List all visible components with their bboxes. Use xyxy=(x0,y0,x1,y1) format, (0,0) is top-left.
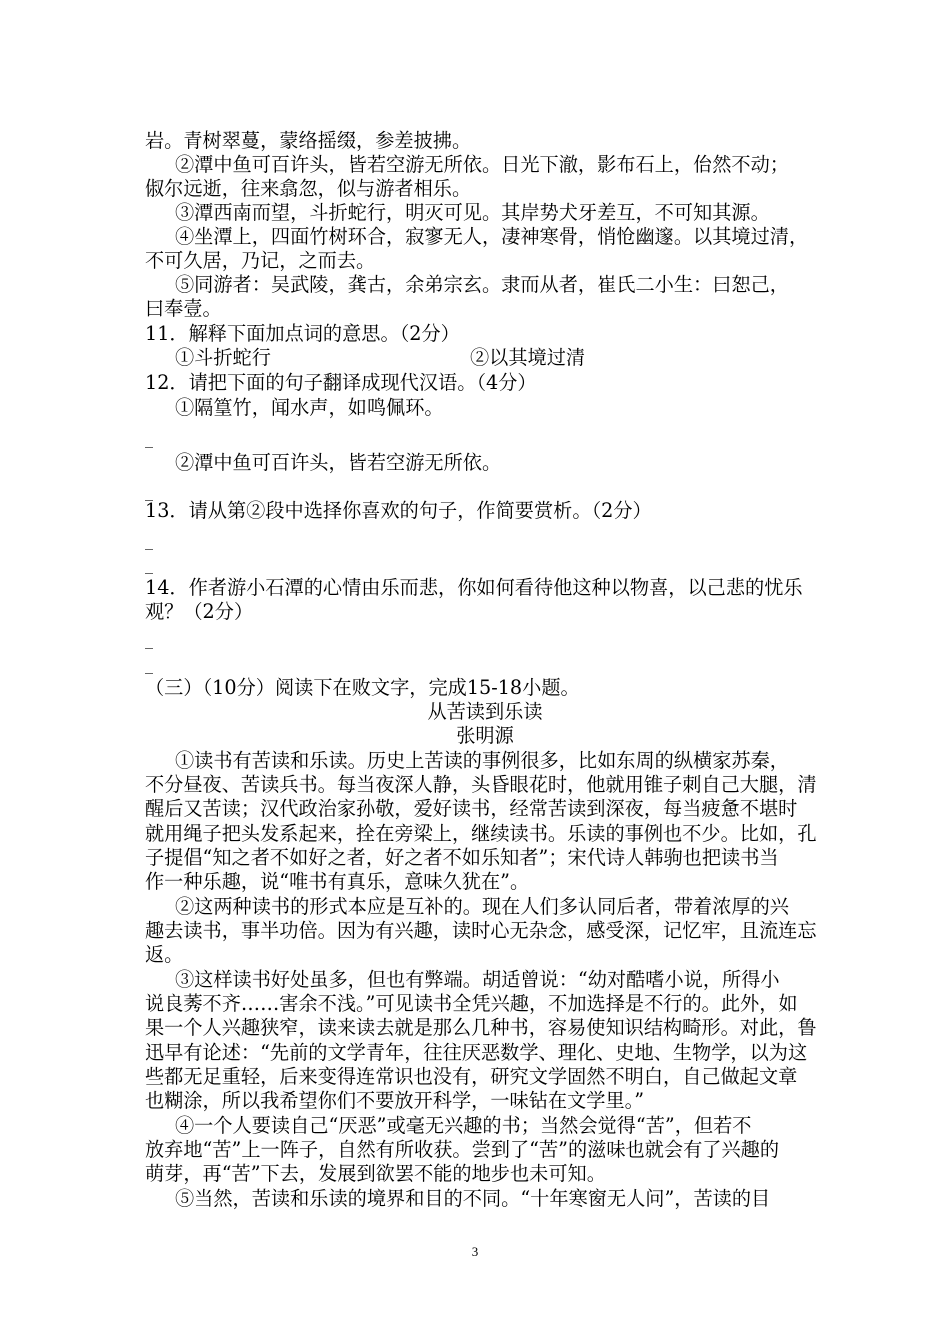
answer-blank[interactable]: _ xyxy=(145,429,153,448)
text-line: ②这两种读书的形式本应是互补的。现在人们多认同后者，带着浓厚的兴 xyxy=(175,895,789,918)
text-line: ⑤当然，苦读和乐读的境界和目的不同。“十年寒窗无人问”，苦读的目 xyxy=(175,1187,771,1210)
text-line: ③这样读书好处虽多，但也有弊端。胡适曾说：“幼对酷嗜小说，所得小 xyxy=(175,968,780,991)
text-line: 醒后又苦读；汉代政治家孙敬，爱好读书，经常苦读到深夜，每当疲惫不堪时 xyxy=(145,797,798,820)
text-line: ④一个人要读自己“厌恶”或毫无兴趣的书；当然会觉得“苦”，但若不 xyxy=(175,1114,752,1137)
answer-blank[interactable]: _ xyxy=(145,531,153,550)
text-line: 放弃地“苦”上一阵子，自然有所收获。尝到了“苦”的滋味也就会有了兴趣的 xyxy=(145,1138,780,1161)
text-line: 果一个人兴趣狭窄，读来读去就是那么几种书，容易使知识结构畸形。对此，鲁 xyxy=(145,1016,817,1039)
section-three-heading: （三）（10分）阅读下在败文字，完成15-18小题。 xyxy=(145,676,580,699)
text-line: ③潭西南而望，斗折蛇行，明灭可见。其岸势犬牙差互，不可知其源。 xyxy=(175,201,770,224)
answer-blank[interactable]: _ xyxy=(145,630,153,649)
text-line: 俶尔远逝，往来翕忽，似与游者相乐。 xyxy=(145,177,472,200)
answer-blank[interactable]: _ xyxy=(145,482,153,501)
text-line: 就用绳子把头发系起来，拴在旁梁上，继续读书。乐读的事例也不少。比如，孔 xyxy=(145,822,817,845)
question-12-item-1: ①隔篁竹，闻水声，如鸣佩环。 xyxy=(175,396,444,419)
text-line: ①读书有苦读和乐读。历史上苦读的事例很多，比如东周的纵横家苏秦， xyxy=(175,749,789,772)
text-line: 岩。青树翠蔓，蒙络摇缀，参差披拂。 xyxy=(145,129,472,152)
text-line: 趣去读书，事半功倍。因为有兴趣，读时心无杂念，感受深，记忆牢，且流连忘 xyxy=(145,919,817,942)
question-11-item-2: ②以其境过清 xyxy=(470,346,586,369)
text-line: 也糊涂，所以我希望你们不要放开科学，一味钻在文学里。” xyxy=(145,1089,645,1112)
text-line: 萌芽，再“苦”下去，发展到欲罢不能的地步也未可知。 xyxy=(145,1162,606,1185)
text-line: 不可久居，乃记，之而去。 xyxy=(145,249,376,272)
text-line: 说良莠不齐……害余不浅。”可见读书全凭兴趣，不加选择是不行的。此外，如 xyxy=(145,992,798,1015)
page-number: 3 xyxy=(471,1244,479,1259)
text-line: 不分昼夜、苦读兵书。每当夜深人静，头昏眼花时，他就用锥子刺自己大腿，清 xyxy=(145,773,817,796)
text-line: 作一种乐趣，说“唯书有真乐，意味久犹在”。 xyxy=(145,870,530,893)
text-line: 返。 xyxy=(145,943,184,966)
text-line: 曰奉壹。 xyxy=(145,297,222,320)
text-line: ②潭中鱼可百许头，皆若空游无所依。日光下澈，影布石上，佁然不动； xyxy=(175,153,789,176)
question-13: 13．请从第②段中选择你喜欢的句子，作简要赏析。（2分） xyxy=(145,499,652,522)
text-line: 子提倡“知之者不如好之者，好之者不如乐知者”；宋代诗人韩驹也把读书当 xyxy=(145,846,779,869)
article-title: 从苦读到乐读 xyxy=(427,700,543,723)
text-line: 迅早有论述：“先前的文学青年，往往厌恶数学、理化、史地、生物学，以为这 xyxy=(145,1041,808,1064)
question-12-item-2: ②潭中鱼可百许头，皆若空游无所依。 xyxy=(175,451,502,474)
article-author: 张明源 xyxy=(456,724,514,747)
question-11: 11．解释下面加点词的意思。（2分） xyxy=(145,322,460,345)
question-14: 14．作者游小石潭的心情由乐而悲，你如何看待他这种以物喜，以己悲的忧乐 xyxy=(145,576,803,599)
answer-blank[interactable]: _ xyxy=(145,655,153,674)
text-line: ⑤同游者：吴武陵，龚古，余弟宗玄。隶而从者，崔氏二小生：曰恕己， xyxy=(175,273,789,296)
question-14-cont: 观？（2分） xyxy=(145,600,254,623)
text-line: 些都无足重轻，后来变得连常识也没有，研究文学固然不明白，自己做起文章 xyxy=(145,1065,798,1088)
answer-blank[interactable]: _ xyxy=(145,555,153,574)
text-line: ④坐潭上，四面竹树环合，寂寥无人，凄神寒骨，悄怆幽邃。以其境过清， xyxy=(175,225,809,248)
question-11-item-1: ①斗折蛇行 xyxy=(175,346,271,369)
question-12: 12．请把下面的句子翻译成现代汉语。（4分） xyxy=(145,371,537,394)
